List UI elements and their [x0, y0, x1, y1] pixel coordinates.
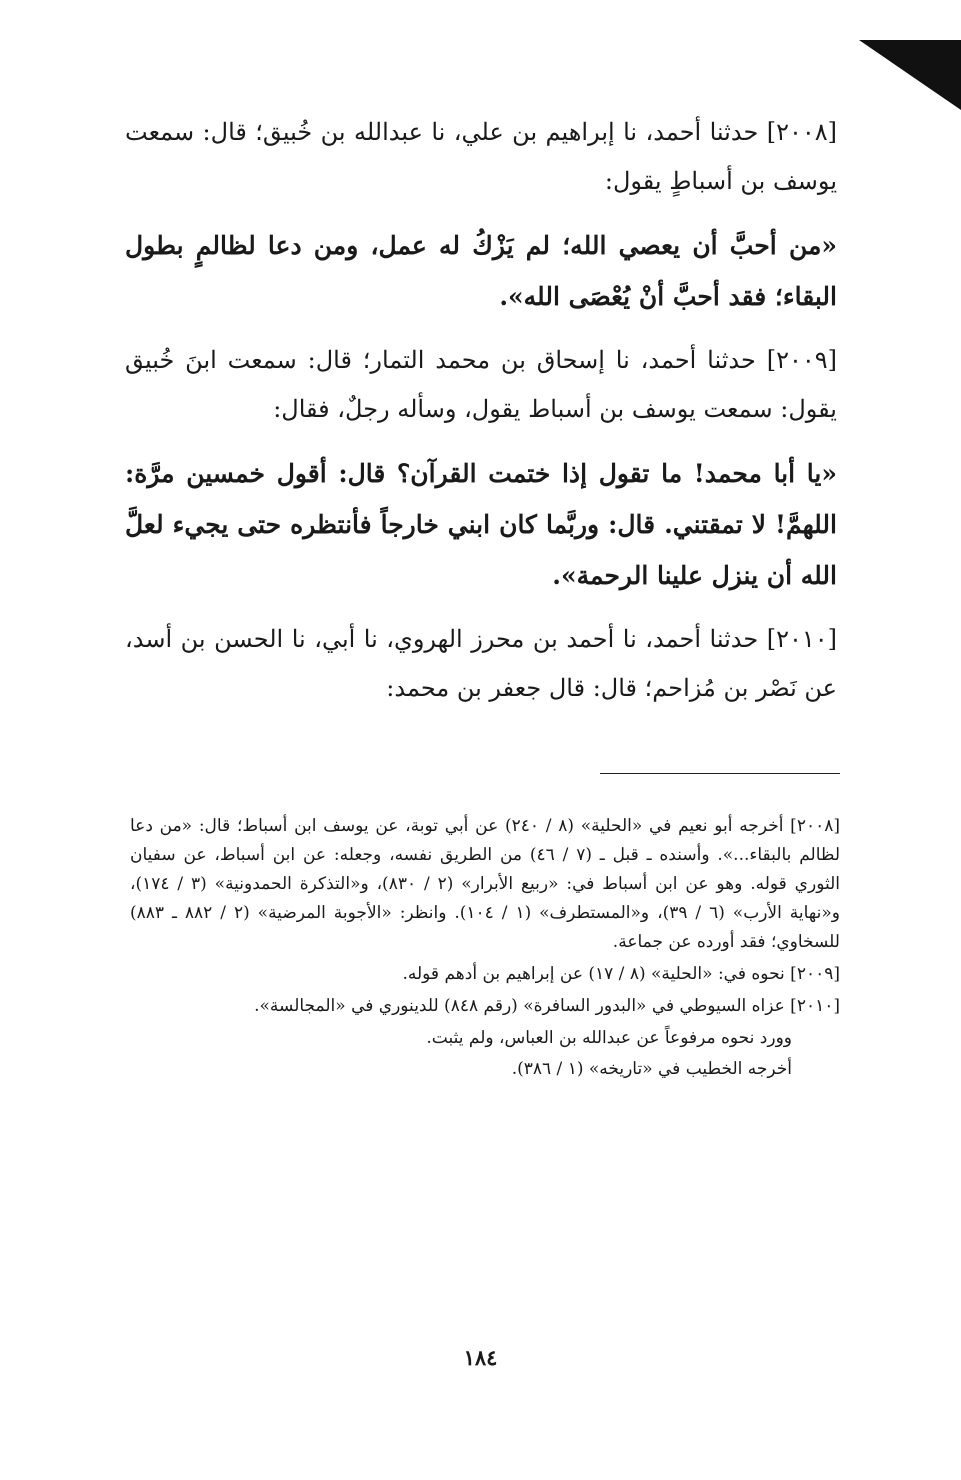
footnote-2010-sub1: وورد نحوه مرفوعاً عن عبدالله بن العباس، ولم يثبت.	[426, 1028, 792, 1048]
footnote-divider	[600, 773, 840, 774]
entry-2010-isnad: [٢٠١٠] حدثنا أحمد، نا أحمد بن محرز الهروي، نا أبي، نا الحسن بن أسد، عن نَصْر بن مُزاحم؛ قال: قال جعفر بن محمد:	[125, 625, 837, 702]
footnote-2010: [٢٠١٠] عزاه السيوطي في «البدور السافرة» (رقم ٨٤٨) للدينوري في «المجالسة».	[254, 996, 840, 1016]
corner-tab-marker	[859, 40, 961, 110]
entry-2008-matn: «من أحبَّ أن يعصي الله؛ لم يَزْكُ له عمل، ومن دعا لظالمٍ بطول البقاء؛ فقد أحبَّ أنْ يُعْصَى الله».	[125, 231, 837, 311]
footnote-2008: [٢٠٠٨] أخرجه أبو نعيم في «الحلية» (٨ / ٢٤٠) عن أبي توبة، عن يوسف ابن أسباط؛ قال: «من دعا لظالم بالبقاء...». وأسنده ـ قبل ـ (٧ / ٤٦) من الطريق نفسه، وجعله: عن ابن أسباط، عن سفيان الثوري قوله. وهو عن ابن أسباط في: «ربيع الأبرار» (٢ / ٨٣٠)، و«التذكرة الحمدونية» (٣ / ١٧٤)، و«نهاية الأرب» (٦ / ٣٩)، و«المستطرف» (١ / ١٠٤). وانظر: «الأجوبة المرضية» (٢ / ٨٨٢ ـ ٨٨٣) للسخاوي؛ فقد أورده عن جماعة.	[130, 816, 841, 952]
footnotes	[130, 812, 840, 1084]
entry-2009-isnad: [٢٠٠٩] حدثنا أحمد، نا إسحاق بن محمد التمار؛ قال: سمعت ابنَ خُبيق يقول: سمعت يوسف بن أسباط يقول، وسأله رجلٌ، فقال:	[125, 346, 837, 423]
footnote-2010-sub2: أخرجه الخطيب في «تاريخه» (١ / ٣٨٦).	[511, 1059, 792, 1079]
entry-2008-isnad: [٢٠٠٨] حدثنا أحمد، نا إبراهيم بن علي، نا عبدالله بن خُبيق؛ قال: سمعت يوسف بن أسباطٍ يقول:	[125, 118, 837, 195]
entry-2009-matn: «يا أبا محمد! ما تقول إذا ختمت القرآن؟ قال: أقول خمسين مرَّة: اللهمَّ! لا تمقتني. قال: وربَّما كان ابني خارجاً فأنتظره حتى يجيء لعلَّ الله أن ينزل علينا الرحمة».	[125, 459, 837, 590]
main-text	[125, 108, 837, 727]
footnote-2009: [٢٠٠٩] نحوه في: «الحلية» (٨ / ١٧) عن إبراهيم بن أدهم قوله.	[402, 964, 840, 984]
page-number: ١٨٤	[463, 1345, 498, 1370]
